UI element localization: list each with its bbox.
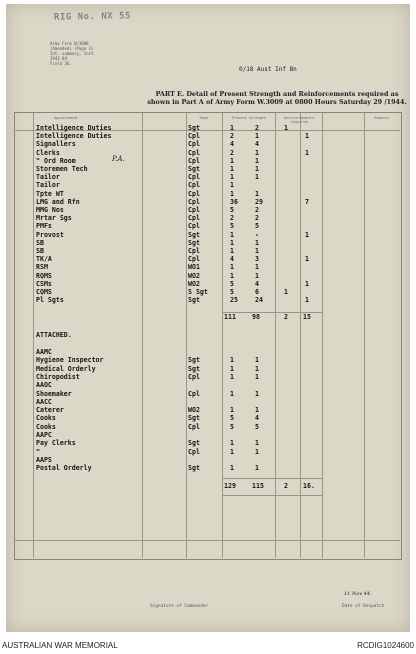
total-rule xyxy=(222,478,322,479)
rank-cell: Cpl xyxy=(188,181,200,190)
present-cell: 5 xyxy=(230,288,234,296)
table-row xyxy=(0,124,416,132)
unit-reference: 0/18 Aust Inf Bn xyxy=(239,66,297,73)
appointment-cell: MMG Nos xyxy=(36,206,64,214)
rank-cell: Cpl xyxy=(188,422,200,431)
appointment-cell: Pl Sgts xyxy=(36,296,64,305)
appointment-cell: Storemen Tech xyxy=(36,165,88,173)
present-cell: 1 xyxy=(230,230,234,239)
rank-cell: Sgt xyxy=(188,364,200,373)
table-row xyxy=(0,414,416,422)
rank-cell: Cpl xyxy=(188,372,200,381)
part-title: PART E. Detail of Present Strength and Reinforcements required as shown in Part A of Army Form W.3009 at 0800 Hours Saturday 29 /1944. xyxy=(147,90,407,106)
appointment-cell: Shoemaker xyxy=(36,389,72,398)
posted-cell: 2 xyxy=(255,206,259,214)
rank-cell: Sgt xyxy=(188,356,200,365)
appointment-cell: Caterer xyxy=(36,406,64,415)
column-header-rank: Rank xyxy=(199,116,209,120)
present-cell: 2 xyxy=(230,148,234,157)
table-row xyxy=(0,398,416,406)
posted-cell: 1 xyxy=(255,447,259,456)
appointment-cell: Hygiene Inspector xyxy=(36,356,104,365)
present-cell: 1 xyxy=(230,263,234,272)
appointment-cell: AAPS xyxy=(36,455,52,464)
present-cell: 4 xyxy=(230,140,234,149)
present-cell: 2 xyxy=(230,132,234,141)
grand-total-required: 16. xyxy=(303,482,315,490)
grand-total-surplus: 2 xyxy=(284,482,288,490)
table-row xyxy=(0,464,416,472)
appointment-cell: RSM xyxy=(36,263,48,272)
present-cell: 1 xyxy=(230,247,234,255)
present-cell: 5 xyxy=(230,279,234,288)
posted-cell: 1 xyxy=(255,271,259,280)
signature-label: Signature of Commander xyxy=(150,604,209,609)
appointment-cell: Intelligence Duties xyxy=(36,132,112,141)
posted-cell: 5 xyxy=(255,222,259,231)
posted-cell: 1 xyxy=(255,132,259,141)
present-cell: 1 xyxy=(230,173,234,182)
posted-cell: 1 xyxy=(255,364,259,373)
posted-cell: 1 xyxy=(255,148,259,157)
present-cell: 1 xyxy=(230,189,234,198)
registration-stamp: RIG No. NX 55 xyxy=(53,11,132,23)
appointment-cell: Tpte WT xyxy=(36,189,64,198)
subtotal-posted: 98 xyxy=(252,313,260,321)
required-cell: 1 xyxy=(305,230,309,239)
rank-cell: Cpl xyxy=(188,206,200,214)
table-row xyxy=(0,448,416,456)
appointment-cell: Chiropodist xyxy=(36,372,80,381)
table-row xyxy=(0,247,416,255)
posted-cell: 3 xyxy=(255,255,259,264)
posted-cell: 1 xyxy=(255,406,259,415)
posted-cell: 1 xyxy=(255,156,259,165)
appointment-cell: AAOC xyxy=(36,381,52,390)
column-header-present: Present Strength xyxy=(231,116,267,120)
rank-cell: Cpl xyxy=(188,140,200,149)
present-cell: 25 xyxy=(230,296,238,305)
present-cell: 36 xyxy=(230,197,238,206)
present-cell: 5 xyxy=(230,422,234,431)
rank-cell: Cpl xyxy=(188,132,200,141)
rank-cell: WO1 xyxy=(188,263,200,272)
form-reference-block xyxy=(50,41,120,66)
appointment-cell: Mrtar Sgs xyxy=(36,214,72,223)
rank-cell: Cpl xyxy=(188,247,200,255)
posted-cell: 4 xyxy=(255,414,259,423)
present-cell: 1 xyxy=(230,271,234,280)
table-row xyxy=(0,165,416,173)
surplus-cell: 1 xyxy=(284,124,288,132)
posted-cell: 2 xyxy=(255,124,259,132)
rank-cell: Sgt xyxy=(188,165,200,173)
posted-cell: 24 xyxy=(255,296,263,305)
form-line: 1942 04 xyxy=(50,56,67,61)
appointment-cell: LMG and Rfn xyxy=(36,197,80,206)
appointment-cell: RQMS xyxy=(36,271,52,280)
posted-cell: 1 xyxy=(255,464,259,473)
rank-cell: Sgt xyxy=(188,439,200,448)
appointment-cell: SB xyxy=(36,247,44,255)
present-cell: 1 xyxy=(230,389,234,398)
rank-cell: Sgt xyxy=(188,296,200,305)
table-row xyxy=(0,140,416,148)
table-row xyxy=(0,181,416,189)
present-cell: 1 xyxy=(230,165,234,173)
total-rule xyxy=(222,495,322,496)
grand-total-posted: 115 xyxy=(252,482,264,490)
present-cell: 1 xyxy=(230,124,234,132)
table-row xyxy=(0,381,416,389)
archive-footer xyxy=(0,636,416,654)
appointment-cell: CQMS xyxy=(36,288,52,296)
posted-cell: 1 xyxy=(255,189,259,198)
present-cell: 1 xyxy=(230,447,234,456)
table-row xyxy=(0,263,416,271)
table-row xyxy=(0,255,416,263)
present-cell: 4 xyxy=(230,255,234,264)
archive-id: RCDIG1024600 xyxy=(357,641,414,650)
table-row xyxy=(0,439,416,447)
table-row xyxy=(0,239,416,247)
table-row xyxy=(0,456,416,464)
present-cell: 5 xyxy=(230,222,234,231)
table-row xyxy=(0,173,416,181)
table-row xyxy=(0,431,416,439)
table-row xyxy=(0,280,416,288)
rank-cell: WO2 xyxy=(188,279,200,288)
appointment-cell: Medical Orderly xyxy=(36,364,96,373)
appointment-cell: AAPC xyxy=(36,431,52,439)
surplus-cell: 1 xyxy=(284,288,288,296)
posted-cell: 2 xyxy=(255,214,259,223)
present-cell: 5 xyxy=(230,206,234,214)
table-row xyxy=(0,373,416,381)
rank-cell: Cpl xyxy=(188,255,200,264)
appointment-cell: Intelligence Duties xyxy=(36,124,112,132)
posted-cell: 1 xyxy=(255,439,259,448)
appointment-cell: Cooks xyxy=(36,414,56,423)
present-cell: 1 xyxy=(230,181,234,190)
required-cell: 1 xyxy=(305,148,309,157)
present-cell: 1 xyxy=(230,156,234,165)
posted-cell: 4 xyxy=(255,140,259,149)
handwritten-note: P.A. xyxy=(112,155,125,163)
rank-cell: Sgt xyxy=(188,124,200,132)
posted-cell: 1 xyxy=(255,263,259,272)
table-row xyxy=(0,272,416,280)
form-line: Army Form W/3008 xyxy=(50,41,89,46)
appointment-cell: AAMC xyxy=(36,348,52,356)
rank-cell: Cpl xyxy=(188,447,200,456)
appointment-cell: Cooks xyxy=(36,422,56,431)
table-row xyxy=(0,365,416,373)
subtotal-present: 111 xyxy=(224,313,236,321)
rank-cell: Cpl xyxy=(188,156,200,165)
table-row xyxy=(0,231,416,239)
rank-cell: Sgt xyxy=(188,464,200,473)
rank-cell: Cpl xyxy=(188,214,200,223)
required-cell: 7 xyxy=(305,197,309,206)
table-row xyxy=(0,296,416,304)
table-row xyxy=(0,190,416,198)
table-row xyxy=(0,132,416,140)
posted-cell: 5 xyxy=(255,422,259,431)
attached-heading xyxy=(0,331,416,339)
present-cell: 1 xyxy=(230,464,234,473)
present-cell: 1 xyxy=(230,439,234,448)
table-row xyxy=(0,288,416,296)
appointment-cell: Pay Clerks xyxy=(36,439,76,448)
table-row xyxy=(0,214,416,222)
posted-cell: 29 xyxy=(255,197,263,206)
appointment-cell: Clerks xyxy=(36,148,60,157)
table-row xyxy=(0,390,416,398)
table-row xyxy=(0,222,416,230)
required-cell: 1 xyxy=(305,255,309,264)
posted-cell: 1 xyxy=(255,165,259,173)
appointment-cell: PMFs xyxy=(36,222,52,231)
subtotal-surplus: 2 xyxy=(284,313,288,321)
present-cell: 1 xyxy=(230,356,234,365)
form-line: Int. summary, Inst. xyxy=(50,51,96,56)
grand-total-present: 129 xyxy=(224,482,236,490)
appointment-cell: Signallers xyxy=(36,140,76,149)
posted-cell: 1 xyxy=(255,247,259,255)
table-row xyxy=(0,157,416,165)
present-cell: 5 xyxy=(230,414,234,423)
appointment-cell: AACC xyxy=(36,397,52,406)
subtotal-required: 15 xyxy=(303,313,311,321)
table-row xyxy=(0,356,416,364)
rank-cell: Sgt xyxy=(188,238,200,247)
present-cell: 1 xyxy=(230,406,234,415)
column-header-reinforcements: Reinforcements required xyxy=(283,116,315,124)
required-cell: 1 xyxy=(305,296,309,305)
table-row xyxy=(0,406,416,414)
form-line: (Amended) (Page 3) xyxy=(50,46,94,51)
posted-cell: 4 xyxy=(255,279,259,288)
appointment-cell: " xyxy=(36,447,40,456)
rank-cell: Cpl xyxy=(188,173,200,182)
rank-cell: S Sgt xyxy=(188,288,208,296)
posted-cell: 6 xyxy=(255,288,259,296)
rank-cell: Cpl xyxy=(188,189,200,198)
posted-cell: 1 xyxy=(255,173,259,182)
appointment-cell: SB xyxy=(36,238,44,247)
required-cell: 1 xyxy=(305,279,309,288)
posted-cell: 1 xyxy=(255,389,259,398)
rank-cell: Cpl xyxy=(188,389,200,398)
appointment-cell: Postal Orderly xyxy=(36,464,92,473)
archive-name: AUSTRALIAN WAR MEMORIAL xyxy=(2,641,118,650)
column-header-remarks: Remarks xyxy=(374,116,390,120)
appointment-cell: Tailor xyxy=(36,173,60,182)
appointment-cell: CSMs xyxy=(36,279,52,288)
rank-cell: Sgt xyxy=(188,414,200,423)
appointment-cell: Provost xyxy=(36,230,64,239)
footer-rule xyxy=(14,540,400,541)
present-cell: 1 xyxy=(230,238,234,247)
table-row xyxy=(0,206,416,214)
appointment-cell: " Ord Room xyxy=(36,156,76,165)
despatch-date-label: Date of Despatch xyxy=(342,604,385,609)
rank-cell: Cpl xyxy=(188,148,200,157)
column-header-appointment: Appointment xyxy=(54,116,78,120)
rank-cell: Cpl xyxy=(188,222,200,231)
handwritten-date: 11 Nov 44. xyxy=(344,591,372,597)
posted-cell: - xyxy=(255,230,259,239)
table-row xyxy=(0,198,416,206)
attached-label: ATTACHED. xyxy=(36,331,72,339)
rank-cell: WO2 xyxy=(188,271,200,280)
posted-cell: 1 xyxy=(255,238,259,247)
appointment-cell: TK/A xyxy=(36,255,52,264)
posted-cell: 1 xyxy=(255,356,259,365)
form-line: Field 36. xyxy=(50,61,72,66)
present-cell: 2 xyxy=(230,214,234,223)
table-row xyxy=(0,423,416,431)
required-cell: 1 xyxy=(305,132,309,141)
table-row xyxy=(0,149,416,157)
table-row xyxy=(0,348,416,356)
rank-cell: Sgt xyxy=(188,230,200,239)
rank-cell: Cpl xyxy=(188,197,200,206)
posted-cell: 1 xyxy=(255,372,259,381)
rank-cell: WO2 xyxy=(188,406,200,415)
present-cell: 1 xyxy=(230,372,234,381)
appointment-cell: Tailor xyxy=(36,181,60,190)
present-cell: 1 xyxy=(230,364,234,373)
